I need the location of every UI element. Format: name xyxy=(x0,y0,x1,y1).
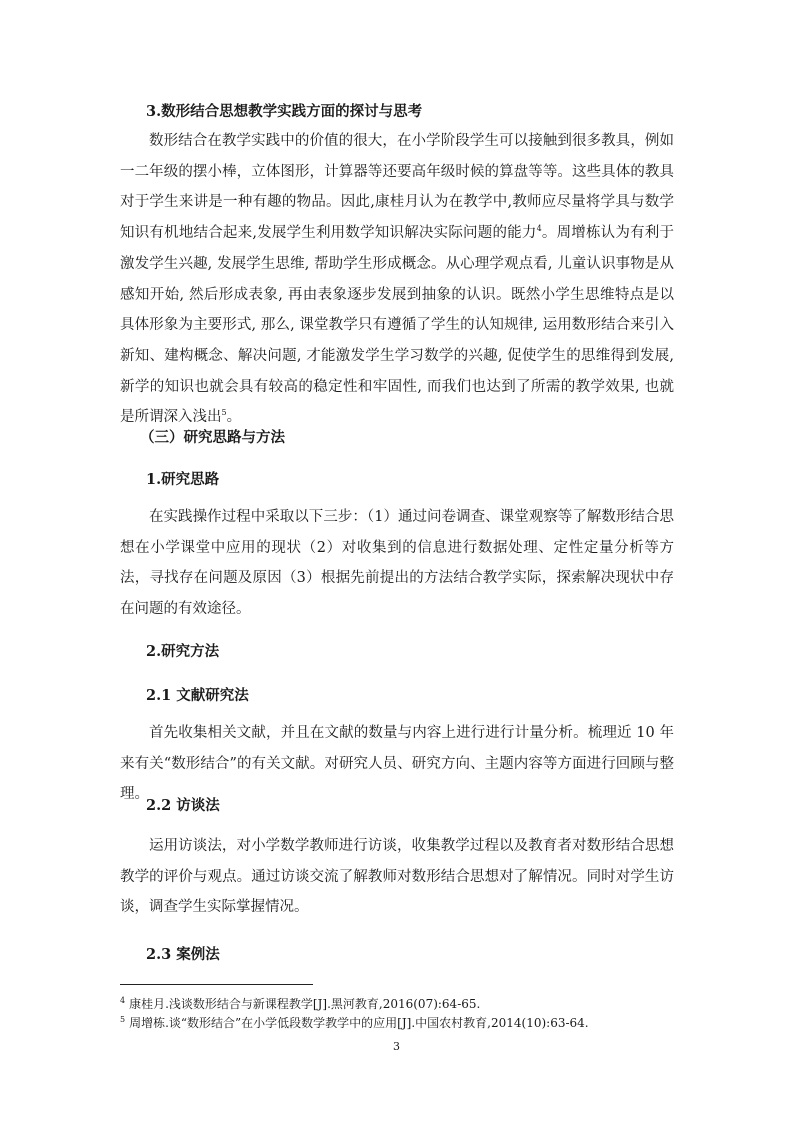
subsection-heading-research-methods: 2.研究方法 xyxy=(146,643,220,660)
footnote-ref-4[interactable]: 4 xyxy=(536,224,542,234)
footnote-text: 周增栋.谈“数形结合”在小学低段数学教学中的应用[J].中国农村教育,2014(10):63-64. xyxy=(129,1016,589,1030)
method-heading-interview: 2.2 访谈法 xyxy=(146,797,220,814)
section-3-heading: 3.数形结合思想教学实践方面的探讨与思考 xyxy=(146,103,423,120)
research-idea-paragraph: 在实践操作过程中采取以下三步：（1）通过问卷调查、课堂观察等了解数形结合思想在小学课堂中应用的现状（2）对收集到的信息进行数据处理、定性定量分析等方法，寻找存在问题及原因（3）根据先前提出的方法结合教学实际，探索解决现状中存在问题的有效途径。 xyxy=(120,509,674,618)
page-number: 3 xyxy=(393,1040,400,1053)
footnote-number: 5 xyxy=(120,1015,126,1024)
footnote-number: 4 xyxy=(120,996,126,1005)
footnote-divider xyxy=(120,984,313,985)
literature-method-paragraph: 首先收集相关文献，并且在文献的数量与内容上进行进行计量分析。梳理近 10 年来有关“数形结合”的有关文献。对研究人员、研究方向、主题内容等方面进行回顾与整理。 xyxy=(120,725,674,803)
subsection-heading-research-idea: 1.研究思路 xyxy=(146,471,220,488)
paragraph-text: 。 xyxy=(226,409,242,426)
footnote-5 xyxy=(120,1011,700,1032)
method-heading-literature: 2.1 文献研究法 xyxy=(146,687,249,704)
section-heading-research-approach: （三）研究思路与方法 xyxy=(140,429,285,446)
interview-method-paragraph: 运用访谈法，对小学数学教师进行访谈，收集教学过程以及教育者对数形结合思想教学的评价与观点。通过访谈交流了解教师对数形结合思想对了解情况。同时对学生访谈，调查学生实际掌握情况。 xyxy=(120,838,674,916)
paragraph-text: 数形结合在教学实践中的价值的很大，在小学阶段学生可以接触到很多教具，例如一二年级的摆小棒，立体图形，计算器等还要高年级时候的算盘等等。这些具体的教具对于学生来讲是一种有趣的物品。因此,康桂月认为在教学中,教师应尽量将学具与数学知识有机地结合起来,发展学生利用数学知识解决实际问题的能力 xyxy=(120,133,674,242)
footnote-text: 康桂月.浅谈数形结合与新课程教学[J].黑河教育,2016(07):64-65. xyxy=(129,997,481,1011)
paragraph-text: 。周增栋认为有利于激发学生兴趣, 发展学生思维, 帮助学生形成概念。从心理学观点看, 儿童认识事物是从感知开始, 然后形成表象, 再由表象逐步发展到抽象的认识。既然小学生思维特点是以具体形象为主要形式, 那么, 课堂教学只有遵循了学生的认知规律, 运用数形结合来引入新知、建构概念、解决问题, 才能激发学生学习数学的兴趣, 促使学生的思维得到发展, 新学的知识也就会具有较高的稳定性和牢固性, 而我们也达到了所需的教学效果, 也就是所谓深入浅出 xyxy=(120,225,675,426)
section-3-paragraph xyxy=(120,126,674,433)
footnote-4 xyxy=(120,992,700,1013)
method-heading-case: 2.3 案例法 xyxy=(146,946,220,963)
footnote-ref-5[interactable]: 5 xyxy=(221,408,227,418)
